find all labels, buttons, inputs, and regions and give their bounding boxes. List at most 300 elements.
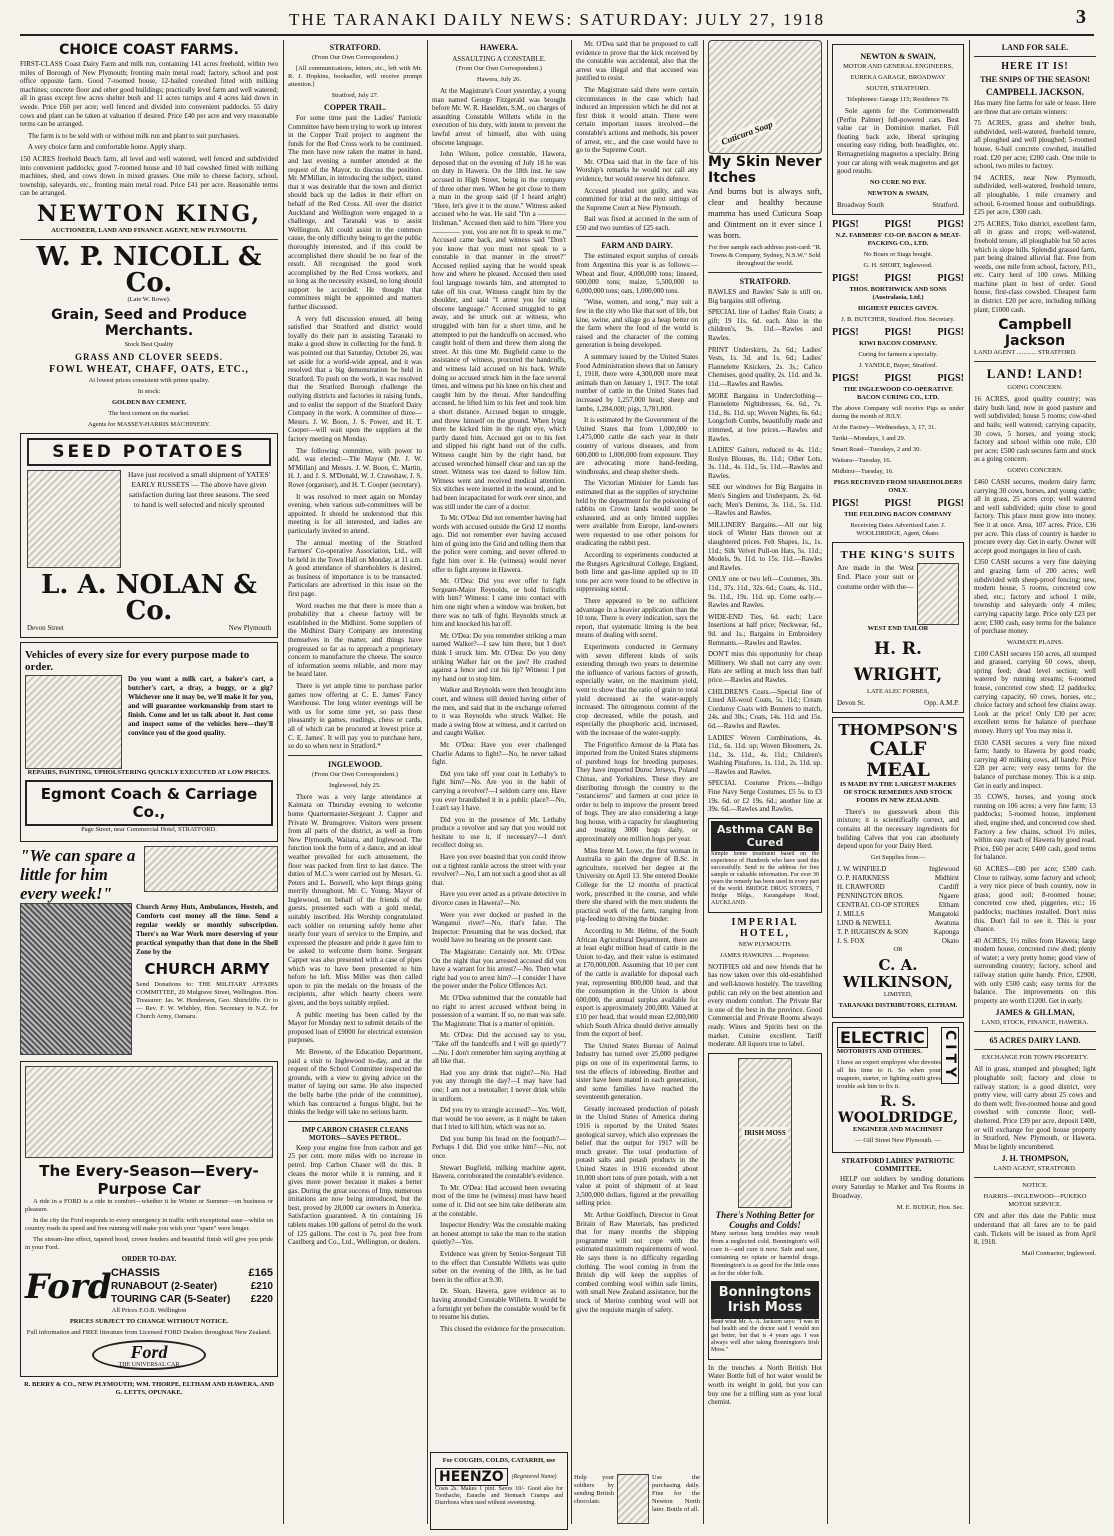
inglewood-coop-text: The above Company will receive Pigs as under during the month of JULY. [832, 404, 964, 420]
column-3 [428, 40, 570, 1524]
column-6 [828, 40, 968, 1524]
butcher: J. B. BUTCHER, Stratford. Hon. Secretary. [841, 315, 955, 323]
grain-seed-heading: Grain, Seed and Produce Merchants. [51, 306, 247, 339]
article-paragraph: This closed the evidence for the prosecution. [440, 1324, 566, 1333]
waimate-plains: WAIMATE PLAINS. [1007, 638, 1063, 646]
supplier-name: J. S. FOX [837, 936, 865, 945]
schedule-line: Waitara—Tuesday, 16. [832, 456, 892, 464]
touring-label: TOURING CAR (5-Seater) [111, 1294, 231, 1305]
stock-quality: Stock Best Quality [124, 340, 174, 348]
cuticura-free-sample: For free sample each address post-card: "R. Towns & Company, Sydney, N.S.W." Sold throughout the world. [708, 244, 822, 267]
hotel-proprietor: JAMES HAWKINS .... Proprietor. [720, 951, 810, 959]
lowest-prices: At lowest prices consistent with prime quality. [88, 376, 210, 384]
choice-coast-farms-heading: CHOICE COAST FARMS. [59, 42, 239, 58]
divider [974, 361, 1096, 362]
ford-title: The Every-Season—Every-Purpose Car [39, 1161, 259, 1198]
supplier-name: O. P. HARKNESS [837, 873, 890, 882]
nolan-town: New Plymouth [228, 623, 271, 632]
calf-meal-makers: IS MADE BY THE LARGEST MAKERS OF STOCK REMEDIES AND STOCK FOODS IN NEW ZEALAND. [839, 780, 956, 804]
article-paragraph: Had you any drink that night?—No. Had you any through the day?—I may have had one; I am not a teetotaller; I never drink while in uniform. [432, 1068, 566, 1103]
newton-swain-text: Sole agents for the Commonwealth (Perfin Palmer) full-powered cars. Best value car in Dominion market. Full floating back axle, liberal springing ensuring easy riding, both headlights, etc. Remagnetising magnetos a specialty. Bring your car along with weak magnetos and get good results. [837, 107, 959, 176]
supplier-row [837, 874, 959, 883]
heenzo-logo: HEENZO [435, 1468, 508, 1486]
going-concern: GOING CONCERN. [1007, 384, 1063, 392]
supplier-row [837, 901, 959, 910]
bonnington-text: Many serious lung troubles may result from a neglected cold. Bonnington's will cure it—and cure it now. Safe and sure, containing no opiate or harmful drugs. Bonnington's is as good for the little ones as for the older folk. [711, 1229, 819, 1277]
chassis-price: £165 [248, 1267, 273, 1279]
runabout-label: RUNABOUT (2-Seater) [111, 1281, 218, 1292]
listing: 60 ACRES—£80 per acre; £500 cash. Close to railway, some factory and school; a very nice piece of bush country, now in grass; good soil; 8-roomed house; concreted cow shed, piggeries, etc.; 16 paddocks; machines installed. Don't miss this. Don't fail to see it. This is your chance. [974, 864, 1096, 934]
communications-note: [All communications, letters, etc., left with Mr. R. J. Hopkins, bookseller, will receive prompt attention.] [288, 65, 422, 88]
pigs-label: PIGS! [884, 372, 912, 384]
article-paragraph: Have you ever boasted that you could throw out a tightest rankle across the street with your revolver?—No, I am not such a good shot as all that. [432, 853, 566, 887]
schedule-line: Tariki—Mondays, 1 and 29. [832, 434, 906, 442]
masthead-title: THE TARANAKI DAILY NEWS: SATURDAY: JULY 27, 1918 [288, 10, 826, 29]
touring-price: £220 [250, 1294, 273, 1305]
pigs-label: PIGS! [937, 272, 964, 284]
article-paragraph: The United States Bureau of Animal Industry has turned over 25,000 pedigree pigs on one of its experimental farms, to test the effects of inbreeding. Brother and sister have been mated in each generation, and some families have reached the seventeenth generation. [576, 1041, 698, 1102]
article-paragraph: To Mr. O'Dea: Had accused been swearing most of the time he (witness) must have heard some of it. Did not see him take deliberate aim at the constable. [432, 1183, 566, 1218]
hotel-text: NOTIFIES old and new friends that he has now taken over this old-established and well-known hostelry. The travelling public can rely on the best attention and every modern comfort. The Private Bar is one of the best in the province. Good Commercial and Private Rooms always ready. Wines and Spirits best on the market. Cuisine excellent. Tariff moderate. All liquors true to label. [708, 962, 822, 1049]
bonnington-brand: Bonningtons Irish Moss [711, 1281, 819, 1319]
ford-car-illustration [25, 1066, 273, 1158]
best-cement: The best cement on the market. [108, 409, 190, 417]
ford-ad [20, 1061, 278, 1377]
ford-text-2: In the city the Ford responds to every emergency in traffic with exceptional ease—whilst on country roads its speed and free running will make you wish your "spare" were longer. [25, 1216, 273, 1232]
kings-suits-text: Are made in the West End. Place your suit or costume order with the— [837, 562, 914, 591]
newton-swain-line: MOTOR AND GENERAL ENGINEERS, [843, 63, 953, 70]
suppliers-list [837, 865, 959, 946]
article-paragraph: Word reaches me that there is more than a probability that a cheese factory will be established in the Midhirst. Some suppliers of the Midhirst Dairy Company are interesting themselves in the matter, and things have progressed so far as to approach a proprietary concern to manufacture the cheese. The source of information seems reliable, and more may be heard later. [288, 601, 422, 679]
article-paragraph: According to experiments conducted at the Rutgers Agricultural College, England, both lime and gas-lime applied up to 10 tons per acre were found to be effective in suppressing sorrel. [576, 551, 698, 594]
curing: Curing for farmers a specialty. [858, 350, 938, 358]
vehicles-text: Do you want a milk cart, a baker's cart, a butcher's cart, a dray, a buggy, or a gig? Whichever one it may be, we'll make it for you, and will guarantee workmanship from start to finish. Come and let us talk about it. Just come and inspect some of the vehicles here—they'll convince you of the good quality. [128, 674, 273, 737]
divider [974, 1177, 1096, 1178]
article-paragraph: The Frigorifico Armour de la Plata has imported from the United States shipments of purebred hogs for breeding purposes. They have imported Duroc Jerseys, Poland Chinas, and Yorkshires. These they are distributing through the country to the "estancieros" and farmers at cost price in order to help to improve the present breed of hogs. They are also considering a large hog house, with a capacity for slaughtering and treating 3000 hogs daily, or approximately one million hogs per year. [576, 740, 698, 844]
divider [288, 755, 422, 756]
supplier-town: Inglewood [929, 864, 959, 873]
article-paragraph: The Magistrate: Certainly not. Mr. O'Dea: On the night that you arrested accused did you have a warrant for his arrest?—No. Then what right had you to arrest him?—I consider I have the power under the Police Offences Act. [432, 948, 566, 991]
vehicles-title: Vehicles of every size for every purpose made to order. [25, 648, 250, 673]
article-paragraph: Miss Irene M. Lowe, the first woman in Australia to gain the degree of B.Sc. in agriculture, received her degree at the University on April 13. She entered Dookie College for the 12 months of practical work, prescribed in the course, and while there she shared with the men students the practical work of the farm, ranging from pig-feeding to driving the binder. [576, 846, 698, 924]
article-paragraph: Evidence was given by Senior-Sergeant Till to the effect that Constable Willetts was quite sober on the evening of the 18th, as he had been in the office at 9.30. [432, 1250, 566, 1284]
get-supplies: Get Supplies from— [870, 853, 926, 861]
egmont-title: Egmont Coach & Carriage Co., [25, 780, 273, 826]
farm-94: 94 ACRES, near New Plymouth, subdivided, well-watered, freehold tenure, all ploughable, 1 mile creamery and school, 6-roomed house and outbuildings. £25 per acre, £300 cash. [974, 173, 1096, 217]
newton-swain-title: NEWTON & SWAIN, [860, 52, 936, 61]
order-today: ORDER TO-DAY. [121, 1254, 177, 1263]
in-stock: In stock: [137, 387, 161, 395]
newton-swain-ad [832, 44, 964, 215]
fowl-wheat: FOWL WHEAT, CHAFF, OATS, ETC., [49, 363, 249, 375]
cuticura-soap-label: Cuticura Soap [717, 117, 777, 149]
thompsons: THOMPSON'S [838, 720, 958, 739]
rawles-ad: RAWLES and Rawles' Sale is still on. Big bargains still offering. [708, 288, 822, 305]
heenzo-registered: (Registered Name) [511, 1474, 557, 1480]
article-paragraph: "Wine, women, and song," may suit a few in the city who like that sort of life, but kine, swine, and silage go a heap better on the farm where the food of the world is raised and the character of the coming generation is being developed. [576, 298, 698, 350]
cuticura-baby-illustration [708, 40, 822, 154]
pigs-label: PIGS! [937, 326, 964, 338]
supplier-row [837, 910, 959, 919]
here-it-is: HERE IT IS! [1001, 61, 1069, 72]
divider [974, 56, 1096, 57]
church-army-headline: "We can spare a little for him every week!" [20, 845, 136, 903]
supplier-row [837, 919, 959, 928]
article-paragraph: The annual meeting of the Stratford Farmers' Co-operative Association, Ltd., will be held in the Town Hall on Monday, at 11 a.m. A good attendance of shareholders is desired, as business of importance is to be transacted. Particulars are advertised in this issue on the first page. [288, 538, 422, 599]
supplier-town: Eltham [938, 900, 959, 909]
ford-text-3: The stream-line effect, tapered hood, crown fenders and beautiful finish will give you pride in your Ford. [25, 1235, 273, 1251]
bonnington-ad [708, 1053, 822, 1360]
hot-water-bottle-ad: In the trenches a North British Hot Water Bottle full of hot water would be worth its weight in gold, but you can buy one for a trifling sum as your local chemist. [708, 1363, 822, 1407]
potato-illustration [27, 470, 121, 568]
newton-swain-sign: NEWTON & SWAIN, [867, 189, 929, 197]
article-paragraph: Mr. O'Dea: Have you ever challenged Charlie Adams to fight?—No, he never talked fight. [432, 740, 566, 767]
vehicles-repairs: REPAIRS, PAINTING, UPHOLSTERING QUICKLY EXECUTED AT LOW PRICES. [27, 768, 271, 776]
rawles-ad: CHILDREN'S Coats.—Special line of Lined All-wool Coats, 5s. 11d.; Cream Corduroy Coats with Bonnets to match, 24s. and 30s.; Coats, 14s. 11d. and 15s. 6d.—Rawles and Rawles. [708, 687, 822, 730]
or-label: OR [893, 945, 903, 953]
rawles-ad: SPECIAL Costume Prices.—Indigo Fine Navy Serge Costumes, £5 5s. to £3 19s. 6d. or £2 19s. 6d.; another line at 39s. 6d.—Rawles and Rawles. [708, 779, 822, 814]
stratford-heading: STRATFORD. [329, 43, 381, 52]
article-paragraph: Mr. Browne, of the Education Department, paid a visit to Inglewood to-day, and at the request of the School Committee inspected the grounds, with a view to giving advice on the matter of laying out same. He also inspected the belly barbe (the pride of the committee), which has contracted a fungus blight, but he thinks the hedge will take no serious harm. [288, 1047, 422, 1117]
nolan-street: Devon Street [27, 623, 64, 632]
farm-dairy-heading: FARM AND DAIRY. [601, 241, 673, 251]
short-inglewood: G. H. SHORT, Inglewood. [863, 261, 933, 269]
rawles-ad: SPECIAL line of Ladies' Rain Coats; a gift; 19 11s. 6d. each. Also in the children's, 9s. 11d.—Rawles and Rawles. [708, 308, 822, 342]
ladies-patriotic-heading: STRATFORD LADIES' PATRIOTIC COMMITTEE. [841, 1156, 955, 1173]
notice-heading: NOTICE. [1022, 1182, 1048, 1190]
copper-trail-heading: COPPER TRAIL. [323, 103, 387, 112]
listing: 40 ACRES, 1½ miles from Hawera; large modern house, concreted cow shed; plenty of water; a very pretty home; good view of surrounding country; factory, school and railway station quite handy. Price, £2900, with only £500 cash; easy terms for the balance. The improvements on this property are worth £1200. Get in early. [974, 936, 1096, 1005]
bottom-small-ads [574, 1474, 700, 1526]
rawles-ad: SEE our windows for Big Bargains in Men's Singlets and Underpants, 2s. 6d. each; Men's Denims, 3s. 11d., 5s. 11d.—Rawles and Rawles. [708, 483, 822, 518]
article-paragraph: Inspector Hendry: Was the constable making an honest attempt to take the man to the station quietly?—Yes. [432, 1221, 566, 1247]
supplier-town: Midhirst [934, 873, 959, 882]
harris-sign: Mail Contractor, Inglewood. [1021, 1249, 1096, 1257]
grass-clover: GRASS AND CLOVER SEEDS. [74, 351, 224, 362]
kiwi-bacon: KIWI BACON COMPANY. [859, 339, 937, 347]
electric-ad [832, 1022, 964, 1153]
seed-potatoes-ad [20, 433, 278, 638]
prices-subject: PRICES SUBJECT TO CHANGE WITHOUT NOTICE. [69, 1317, 229, 1325]
supplier-name: T. P. HUGHSON & SON [837, 927, 909, 936]
article-paragraph: Mr. O'Dea said that he proposed to call evidence to prove that the kick received by the constable was accidental, also that the arrest was illegal and that accused was justified to resist. [576, 40, 698, 83]
rawles-ad: MILLINERY Bargains.—All our big stock of Winter Hats thrown out at slaughtered prices. Felt Shapes, 1s., 1s. 11d.; Silk Velvet Pull-on Hats, 5s. 11d.; Models, 9s. 11d. to 15s. 11d.—Rawles and Rawles. [708, 520, 822, 572]
harris-text: ON and after this date the Public must understand that all fares are to be paid cash. Tickets will be issued as from April 8, 1918. [974, 1212, 1096, 1247]
calf-meal: CALF MEAL [866, 737, 930, 781]
campbell-heading: CAMPBELL JACKSON. [985, 87, 1084, 97]
imp-carbon-text: Keep your engine free from carbon and get 25 per cent. more miles with no increase in petrol. Imp Carbon Chaser will do this. It cleans the motor while it is running, and it gives more power because it makes a better gas. During the great success of Imp, numerous imitations are now being introduced, but the best, proved by 28,000 car owners in America. Satisfaction guaranteed. A tin containing 16 tablets makes 100 gallons of petrol do the work of 125 gallons. The cost is 7s. post free from Castlberg and Co., Ltd., Wellington, or dealers. [288, 1143, 422, 1247]
article-paragraph: Have you ever acted as a private detective in divorce cases in Hawera?—No. [432, 890, 566, 908]
pigs-label: PIGS! [884, 218, 912, 230]
james-gillman-sub: LAND, STOCK, FINANCE, HAWERA. [981, 1019, 1089, 1027]
article-paragraph: Mr. O'Dea said that in the face of his Worship's remarks he would not call any evidence, but would reserve his defence. [576, 157, 698, 183]
divider [288, 1121, 422, 1122]
supplier-town: Cardiff [938, 882, 959, 891]
pigs-label: PIGS! [884, 326, 912, 338]
purchasing-ad: Use the purchasing daily. Fine for the Newton North later. Bottle of all. [652, 1474, 700, 1513]
inglewood-heading: INGLEWOOD. [327, 759, 382, 769]
nz-farmers-coop: N.Z. FARMERS' CO-OP. BACON & MEAT-PACKING CO., LTD. [835, 231, 961, 247]
article-paragraph: It was resolved to meet again on Monday evening, when various sub-committees will be appointed. It should be understood that this meeting is for all interested, and ladies are particularly invited to attend. [288, 492, 422, 535]
thompson-name: J. H. THOMPSON, [1001, 1154, 1069, 1164]
engineer-line: ENGINEER AND MACHINIST [853, 1125, 943, 1133]
article-paragraph: Were you ever docked or pushed in the Wanganui river?—No, that's false. The Inspector: Presuming that he was docked, that would have no bearing on the present case. [432, 910, 566, 945]
article-paragraph: Walker and Reynolds were then brought into court, and witness still denied having either of the men, and said that in the exchange referred to it was Reynolds who struck Walker. He made a swing blow at witness, and it carried on and caught Walker. [432, 686, 566, 738]
article-paragraph: A summary issued by the United States Food Administration shows that on January 1, 1918, there were 4,300,000 more meat animals than on January 1, 1917. The total number of cattle in the United States had increased by 1,257,000 head; sheep and lambs, 1,284,000; pigs, 3,781,000. [576, 353, 698, 413]
imperial-hotel-heading: IMPERIAL HOTEL, [731, 916, 799, 939]
article-paragraph: To Mr. O'Dea: Did not remember having had words with accused outside the Grid 12 months ago. Did not remember ever having accused him of going into the Grid and telling them that the police were coming, and never offered to fight him over it. He (witness) would never offer to fight anyone in Hawera. [432, 514, 566, 574]
hawera-heading: HAWERA. [479, 43, 518, 52]
supplier-name: PENNINGTON BROS. [837, 891, 904, 900]
kings-suits-ad [832, 542, 964, 713]
soldier-illustration [617, 1474, 649, 1524]
motorists: MOTORISTS AND OTHERS. [837, 1047, 922, 1055]
article-paragraph: Accused pleaded not guilty, and was committed for trial at the next sittings of the Supreme Court at New Plymouth. [576, 186, 698, 212]
article-paragraph: Mr. O'Dea: Did you ever offer to fight Sergeant-Major Reynolds, or hold fisticuffs with him? Witness: I came into contact with him one night when a window was broken, but there was no talk of fight. Reynolds struck at him and knocked his hat off. [432, 577, 566, 629]
newton-king-subtitle: AUCTIONEER, LAND AND FINANCE AGENT, NEW PLYMOUTH. [51, 226, 247, 234]
land-intro: Has many fine farms for sale or lease. Here are three that are certain winners: [974, 99, 1096, 116]
article-paragraph: Greatly increased production of potash in the United States of America during 1916 is reported by the United States geological survey, which also expresses the belief that the output for 1917 will be much greater. The total production of potash salts and potash products in the United States in 1916 exceeded about 10,000 short tons of pure potash, with a net value at point of shipment of at least 3,500,000 dollars, figured at the prevailing selling price. [576, 1104, 698, 1208]
article-paragraph: The Magistrate said there were certain circumstances in the case which had induced an impression which he did not at first think it would attain. There were certain important issues involved—the constable's actions and methods, his power of arrest, etc., and the case would have to go to the Supreme Court. [576, 85, 698, 155]
exchange-heading: EXCHANGE FOR TOWN PROPERTY. [981, 1054, 1089, 1062]
supplier-town: Awatuna [934, 918, 959, 927]
thompson-sub: LAND AGENT, STRATFORD. [993, 1165, 1077, 1173]
dairy-land-heading: 65 ACRES DAIRY LAND. [989, 1036, 1081, 1046]
imp-carbon-heading: IMP CARBON CHASER CLEANS MOTORS—SAVES PETROL. [301, 1125, 409, 1142]
article-paragraph: Dr. Sloan, Hawera, gave evidence as to having attended Constable Willetts. It would be a fortnight yet before the constable would be fit to resume his duties. [432, 1287, 566, 1322]
farm-275: 275 ACRES, Toko district, excellent farm, all in grass and crops; well-watered, freehold tenure, all ploughable but 50 acres which is slope hills. Splendid grassed farm, part being drained alluvial flat. Free from weeds, one mile from school, factory, P.O., etc. Carry herd of 100 cows. Milking machine plant in best of order. Good house, first-class cowshed. Cheapest farm in district. £20 per acre, including milking plant; £1000 cash. [974, 219, 1096, 314]
article-paragraph: There was a very large attendance at Kaimata on Thursday evening to welcome home Quartermaster-Sergeant J. Capper and Private W. Brunsgrove. Visitors were present from all parts of the district, as well as from New Plymouth, Waitara, and Inglewood. The function took the form of a dance, and an ideal weather prevailed for such amusement, the floor was packed from first to last dance. The duties of M.C.'s were carried out by Messrs. G. Peters and L. Boswell, who kept things going merrily throughout. Mr. C. Young, Mayor of Inglewood, on behalf of the friends of the guests, presented each with a gold medal, suitably inscribed. His Worship congratulated each soldier on returning safely home after nearly four years of service to the Empire, and expressed the pleasure and pride it gave him to be asked to welcome them home. Sergeant Capper was also presented with a case of pipes which was to have been presented to him before he left. Miss Miller was then called upon to pin the medals on the breasts of the recipients, after which hearty cheers were given, and the boys suitably replied. [288, 792, 422, 1007]
listing: 16 ACRES, good quality country; was dairy bush land, now in good pasture and well subdivided; house 5 rooms; cow-shed and bails; well watered; carrying capacity, 30 cows, 5 horses, and young stock; factory and school within one mile, £30 per acre; £500 cash secures farm and stock as a going concern. [974, 395, 1096, 464]
runabout-price: £210 [250, 1281, 273, 1292]
divider [974, 1031, 1096, 1032]
ford-price-list [111, 1267, 273, 1306]
schedule-line: Midhirst—Tuesday, 16. [832, 467, 894, 475]
cuticura-title: My Skin Never Itches [708, 154, 822, 186]
bottle-label: IRISH MOSS [744, 1128, 786, 1137]
kings-suits-title: THE KING'S SUITS [840, 548, 956, 561]
wright-opp: Opp. A.M.P. [924, 698, 959, 707]
pigs-label: PIGS! [832, 272, 859, 284]
nicoll-late: (Late W. Rowe). [127, 295, 171, 303]
farm-ad-1: FIRST-CLASS Coast Dairy Farm and milk run, containing 141 acres freehold, within two miles of Borough of New Plymouth; fronting main metal road; factory, school and post office opposite farm. Good 7-roomed house, 12-bailed cowshed fitted with milking machines; concrete floor and other good buildings; practically level farm and well watered; all in grass except few acres shelter bush and 11 acres turnips and 4 acres laid down in swede. Price £60 per acre; well fenced and divided into convenient paddocks. 55 dairy cows and plant can be taken at valuation if desired. Price £40 per acre and very reasonable terms can be arranged. [20, 60, 278, 129]
divider [974, 1049, 1096, 1050]
supplier-town: Mangatoki [928, 909, 959, 918]
vehicles-ad [20, 642, 278, 842]
thompson-calf-meal-ad [832, 717, 964, 1018]
listing: 35 COWS, horses, and young stock running on 106 acres; a very fine farm; 13 paddocks; 5-roomed house, implement shed, engine shed, and concreted cow shed. Factory a few chains, school 1½ miles, within easy reach of Hawera by good road. Price, £60 per acre; £400 cash, good terms for balance. [974, 793, 1096, 862]
seed-potatoes-text: Have just received a small shipment of YATES' EARLY RUSSETS — The above have given satisfaction during last three seasons. The seed to hand is well selected and nicely sprouted [127, 469, 271, 509]
wilkinson-name: C. A. WILKINSON, [842, 955, 954, 991]
church-army-text: Church Army Huts, Ambulances, Hostels, and Comforts cost money all the time. Send a regular weekly or monthly subscription. There's no War Work more deserving of your practical sympathy than that done in the Shell Zone by the [136, 902, 278, 956]
ladies-patriotic-text: HELP our soldiers by sending donations every Saturday to Market and Tea Rooms in Broadway. [832, 1174, 964, 1200]
bonnington-tagline: There's Nothing Better for Coughs and Colds! [715, 1209, 815, 1230]
rawles-ad: WIDE-END Ties, 6d. each; Lace Insertions at half price; Neckwear, 6d., 9d. and 1s.; Bargains in Embroidery Remnants.—Rawles and Rawles. [708, 612, 822, 647]
schedule-line: At the Factory—Wednesdays, 3, 17, 31. [832, 423, 936, 431]
no-boars: No Boars or Stags bought. [863, 250, 933, 258]
pigs-label: PIGS! [937, 372, 964, 384]
pigs-label: PIGS! [832, 497, 859, 509]
soldier-family-illustration [20, 903, 132, 1055]
nicoll-title: W. P. NICOLL & Co. [36, 241, 262, 298]
rawles-ad: ONLY one or two left—Costumes, 30s. 11d., 37s. 11d., 32s. 6d.; Coats, 4s. 11d., 9s. 11d., 19s. 11d. up. Come early.—Rawles and Rawles. [708, 575, 822, 610]
land-for-sale-heading: LAND FOR SALE. [1001, 43, 1069, 52]
stratford-dateline: Stratford, July 27. [331, 92, 379, 99]
correspondent-line: (From Our Own Correspondent.) [312, 770, 398, 778]
ns-footer-right: Stratford. [932, 200, 959, 209]
wilkinson-ltd: LIMITED, [883, 990, 913, 998]
church-army-body [20, 903, 278, 1055]
article-paragraph: Experiments conducted in Germany with seven different kinds of soils extending through two years to determine the influence of various factors of growth, especially water, on the maximum yield, went to show that the ratio of grain to total yield decreased as the water-supply increased. The nitrogenous content of the crop decreased, while the potash, and especially the phosphoric acid, increased, with the increase of the water-supply. [576, 643, 698, 737]
ns-footer-left: Broadway South [837, 200, 884, 209]
pigs-label: PIGS! [937, 497, 964, 509]
james-gillman: JAMES & GILLMAN, [995, 1008, 1075, 1018]
supplier-name: J. W. WINFIELD [837, 864, 887, 873]
taranaki-distributors: TARANAKI DISTRIBUTORS, ELTHAM. [838, 1001, 958, 1009]
article-paragraph: Did you try to strangle accused?—Yes. Well, that would be too severe, as it might be taken that I tried to kill him, which was not so. [432, 1106, 566, 1132]
article-paragraph: Stewart Bugfield, milking machine agent, Hawera, corroborated the constable's evidence. [432, 1163, 566, 1181]
church-army-send: Send Donations to: THE MILITARY AFFAIRS COMMITTEE, 20 Mulgrave Street, Wellington. Hon. Treasurer: Jas. W. Henderson, Geo. Shirtcliffe. Or to— Rev. F. W. Whibley, Hon. Secretary in N.Z. for Church Army, Oamaru. [136, 980, 278, 1020]
article-paragraph: Did you in the presence of Mr. Lethaby produce a revolver and say that you would not hesitate to use it, if necessary?—I don't recollect doing so. [432, 815, 566, 850]
highest-prices: HIGHEST PRICES GIVEN. [858, 304, 938, 312]
article-paragraph: A public meeting has been called by the Mayor for Monday next to submit details of the proposed loan of £9000 for electrical extension purposes. [288, 1010, 422, 1045]
divider [20, 239, 278, 240]
no-cure-no-pay: NO CURE NO PAY. [869, 178, 927, 186]
masthead [20, 6, 1094, 36]
divider [708, 272, 822, 273]
feilding-bacon: THE FEILDING BACON COMPANY [844, 510, 952, 518]
page-number: 3 [1076, 6, 1088, 28]
asthma-ad [708, 818, 822, 913]
supplier-row [837, 892, 959, 901]
newton-swain-line: SOUTH, STRATFORD. [866, 85, 930, 92]
church-army-ad [20, 846, 278, 903]
ford-badge-sub: THE UNIVERSAL CAR [118, 1361, 180, 1368]
ford-dealers: R. BERRY & CO., NEW PLYMOUTH; WM. THORPE, ELTHAM AND HAWERA, AND G. LETTS, OPUNAKE. [24, 1380, 274, 1396]
newton-swain-phone: Telephones: Garage 115; Residence 79. [846, 96, 950, 103]
golden-bay-cement: GOLDEN BAY CEMENT, [112, 398, 186, 406]
pigs-label: PIGS! [884, 272, 912, 284]
article-paragraph: It is estimated by the Government of the United States that from 1,000,000 to 1,475,000 cattle die each year in their country of various diseases, and from 600,000 to 1,000,000 from exposure. They are advocating more hand-feeding, windbreaks, and cheap shelter sheds. [576, 416, 698, 476]
article-paragraph: According to Mr. Helme, of the South African Agricultural Department, there are at least eight million head of cattle in the Union to-day, and their value is estimated at £70,000,000. Assuming that 10 per cent of the cattle is available for disposal each year, representing 800,000 head, and that the consumption in the Union is about 600,000, the annual surplus available for export is approximately 200,000. Valued at £10 per head, that would mean £2,000,000 which South Africa should derive annually from the export of beef. [576, 927, 698, 1039]
prices-fob: All Prices F.O.B. Wellington [111, 1306, 187, 1314]
electric-word: ELECTRIC [837, 1027, 928, 1048]
wooldridge-name: R. S. WOOLDRIDGE, [838, 1093, 958, 1126]
ford-badge-word: Ford [130, 1341, 168, 1362]
heenzo-ad [430, 1452, 568, 1530]
listing: £100 CASH secures 150 acres, all stumped and grassed, carrying 60 cows, sheep, spring feed; dead level section; well watered by running streams; 6-roomed house, concreted cow shed; 12 paddocks; carrying capacity, 60 cows, horses, etc.; choice factory and school few chains away. Look at the price! Only £30 per acre; excellent terms for balance of purchase money. Hurry up! You may miss it. [974, 649, 1096, 736]
pigs-label: PIGS! [884, 497, 912, 509]
cart-illustration [25, 675, 122, 769]
article-paragraph: The following committee, with power to add, was elected:—The Mayor (Mr. J. W. M'Millan) and Messrs. J. W. Boon, C. Martin, H. J. and J. S. M'Donald, W. J. Crawshaw, J. S. Rowe (organiser), and H. T. Cooper (secretary). [288, 446, 422, 489]
supplier-town: Kaponga [933, 927, 959, 936]
yandle: J. YANDLE, Buyer, Stratford. [858, 361, 938, 369]
shareholders-only: PIGS RECEIVED FROM SHAREHOLDERS ONLY. [833, 478, 963, 494]
article-paragraph: Mr. O'Dea: Do you remember striking a man named Walker?—I saw him there, but I don't think I struck him. Mr. O'Dea: Do you deny striking Walker fair on the jaw? He crashed against a fence and cut his lip? Witness: I put my hand out to stop him. [432, 631, 566, 683]
article-paragraph: At the Magistrate's Court yesterday, a young man named George Fitzgerald was brought before Mr. W. R. Haselden, S.M., on charges of assaulting Constable Willetts while in the execution of his duty, with intent to prevent the lawful arrest of himself, also with using obscene language. [432, 87, 566, 147]
massey-agents: Agents for MASSEY-HARRIS MACHINERY. [87, 420, 211, 428]
bonnington-testimonial: Read what Mr. A. A. Jackson says: "I was in bad health and the doctor said I would not get better, but that is 4 years ago. I was always well after taking Bonnington's Irish Moss." [711, 1318, 819, 1353]
full-info: Full information and FREE literature from Licensed FORD Dealers throughout New Zealand. [26, 1328, 272, 1336]
nolan-title: L. A. NOLAN & Co. [41, 569, 257, 626]
suit-illustration [917, 563, 959, 625]
supplier-name: H. CRAWFORD [837, 882, 885, 891]
column-7 [970, 40, 1100, 1524]
supplier-town: Okato [941, 936, 959, 945]
article-paragraph: There appeared to be no sufficient advantage in a heavier application than the 10 tons. There is every indication, says the report, that systematic liming is the best means of dealing with sorrel. [576, 597, 698, 640]
column-2 [284, 40, 426, 1524]
going-concern: GOING CONCERN. [1007, 467, 1063, 474]
inglewood-coop: THE INGLEWOOD CO-OPERATIVE BACON CURING CO., LTD. [843, 385, 953, 401]
supplier-row [837, 928, 959, 937]
article-paragraph: Bail was fixed at accused in the sum of £50 and two sureties of £25 each. [576, 215, 698, 232]
heenzo-text: Costs 2s. Makes 1 pint. Saves 10/- Good also for Toothache, Earache and Stomach Cramps and Diarrhoea when used without sweetening. [435, 1486, 563, 1506]
article-paragraph: There is yet ample time to purchase parlor games now offering at C. E. James' Fancy Warehouse. The long winter evenings will be with us for some time yet, so pass these pleasantly in games, readings, chess or cards, all of which can be procured at lowest price at C. E. James'. It will pay you to purchase here, so do so when next in Stratford.* [288, 682, 422, 751]
rawles-ad: LADIES' Woven Combinations, 4s. 11d., 6s. 11d. up; Woven Bloomers, 2s. 11d., 3s. 11d., 4s. 11d.; Children's Washing Pinafores, 1s. 11d., 2s. 11d. up.—Rawles and Rawles. [708, 733, 822, 776]
article-paragraph: For some time past the Ladies' Patriotic Committee have been trying to work up interest in the Copper Trail project to augment the funds for the Red Cross work to be continued. The men have now taken the matter in hand, and last evening a number attended at the request of the Mayor, to discuss the position. Mr. M'Millan, in introducing the subject, stated that it was desirable that the town and district should back up the ladies in their effort on behalf of the Red Cross. All over the district Auckland and Wellington were engaged in a challenge, and Taranaki was to assist Wellington. All could assist in the common cause, the only difficulty being to get the public thoroughly interested, and if this could be accomplished there should be no fear of the result. All recognised the good work accomplished by the Red Cross workers, and so long as the necessity existed, no long should support be accorded. He thought that committees might be appointed and matters further discussed. [288, 114, 422, 312]
borthwick: THOS. BORTHWICK AND SONS (Australasia, Ltd.) [849, 285, 947, 301]
listing: £350 CASH secures a very fine dairying and grazing farm of 200 acres; well subdivided with sheep-proof fencing; new, modern house, 5 rooms, concreted cow shed, etc.; factory and school 1 mile, township and saleyards only 4 miles; carrying capacity large. Price only £23 per acre; £300 cash, easy terms for the balance of purchase money. [974, 558, 1096, 636]
newton-king-title: NEWTON KING, [36, 200, 262, 227]
article-paragraph: Mr. O'Dea: Did the accused say to you, "Take off the handcuffs and I will go quietly"?—No. I don't remember him saying anything at all like that. [432, 1031, 566, 1066]
motor-ambulance-illustration [144, 846, 278, 892]
chocolate-ad: Help your soldiers by sending British chocolate. [574, 1474, 614, 1505]
divider [576, 236, 698, 237]
article-paragraph: The estimated export surplus of cereals from Argentina this year is as follows:—Wheat and flour, 4,000,000 tons; linseed, 600,000 tons; maize, 5,500,000 to 6,000,000 tons; oats, 1,000,000 tons. [576, 252, 698, 295]
snips-heading: THE SNIPS OF THE SEASON! [980, 75, 1090, 84]
pigs-label: PIGS! [832, 372, 859, 384]
ford-badge [92, 1340, 206, 1370]
harris-heading: HARRIS—INGLEWOOD—PUKEKO MOTOR SERVICE. [983, 1193, 1087, 1209]
church-army-name: CHURCH ARMY [144, 959, 270, 978]
seed-potatoes-title: SEED POTATOES [27, 438, 271, 466]
column-1 [16, 40, 282, 1524]
pigs-label: PIGS! [832, 218, 859, 230]
article-paragraph: John Wilson, police constable, Hawera, deposed that on the evening of July 18 he was on duty in Hawera. On the 18th inst. he saw accused in High Street, being in the company of three other men. When he got close to them a man in the group said (if I heard aright) "Here, let's give it to the stone." Witness asked accused who he was. He said "I'm a ———— Irishman." Accused then said to him "Here you ———— you, you are not fit to speak to me." Accused came back, and witness said "Don't you know that you must not speak to a constable in that manner in the street?" Accused replied saying that he would speak how and where he pleased. Accused then used foul language towards him, and attempted to take off his coat. Witness caught him by the shoulder, and said "I arrest you for using obscene language." Accused struggled to get away, and he struck out at witness, who struggled with him for a short time, and he attempted to put the handcuffs on accused, who caught hold of them and threw them along the street. At this time Mr. Bugfield came to the assistance of witness, procured the handcuffs, and witness laid accused on his back. While doing so accused struck him in the face several times, and witness put his knee on his chest and caught him by the throat. After handcuffing accused, he lifted him to his feet and took him a short distance. Accused began to struggle, and threw himself on the ground. When lying there he kicked him in the right eye, which partly dazed him. Accused got on to his feet and slipped his right hand out of the cuffs. Witness caught him by the right hand, but accused wrenched himself clear and ran up the street. Witness was too dazed to follow him. Witness went and received medical attention. Six stitches were inserted in the wound, and he had been incapacitated for work ever since, and was still under the care of a doctor. [432, 150, 566, 511]
feilding-text: Receiving Dates Advertised Later. J. WOOLDRIDGE, Agent, Okato. [850, 521, 946, 537]
cuticura-text: And burns but is always soft, clear and healthy because mamma has used Cuticura Soap and Ointment on it ever since I was born. [708, 186, 822, 240]
city-word: CITY [941, 1027, 959, 1084]
assault-heading: ASSAULTING A CONSTABLE. [452, 55, 546, 63]
correspondent-line: (From Our Own Correspondent.) [456, 65, 542, 72]
schedule-line: Smart Road—Tuesdays, 2 and 30. [832, 445, 921, 453]
article-paragraph: The Victorian Minister for Lands has estimated that as the supplies of strychnine held by the department for the poisoning of rabbits on Crown lands would soon be exhausted, and as only limited supplies were available from Europe, land-owners were requested to use other poisons for eradicating the rabbit pest. [576, 479, 698, 548]
column-4 [572, 40, 702, 1524]
west-end-tailor: WEST END TAILOR [867, 624, 929, 632]
farm-ad-1b: The farm is to be sold with or without milk run and plant to suit purchasers. [28, 131, 240, 140]
supplier-row [837, 865, 959, 874]
article-paragraph: Did you bump his head on the footpath?—Perhaps I did. Did you strike him?—No, not once. [432, 1134, 566, 1161]
farm-ad-2: 150 ACRES freehold Beach farm, all level and well watered, well fenced and subdivided into convenient paddocks; good 7-roomed house and 10 bail cowshed fitted with milking machines, shed, and cows down in mixed grasses. One mile to cheese factory, school, township, saleyards, etc., fronting main metal road. Price £41 per acre. Reasonable terms can be arranged. [20, 154, 278, 198]
inglewood-dateline: Inglewood, July 25. [329, 781, 381, 789]
ford-text-1: A ride in a FORD is a ride in comfort—whether it be Winter or Summer—on business or pleasure. [25, 1197, 273, 1213]
article-paragraph: Did you take off your coat in Lethaby's to fight him?—No. Are you in the habit of carrying a revolver?—I seldom carry one. Have you ever brandished it in a public place?—No, I can't say I have. [432, 769, 566, 813]
calf-meal-text: There's no guesswork about this mixture; it is scientifically correct, and contains all the necessary ingredients for building Calves that you can absolutely depend upon for your Dairy Herd. [837, 807, 959, 851]
heenzo-headline: For COUGHS, COLDS, CATARRH, use [442, 1457, 556, 1464]
rawles-ad: MORE Bargains in Underclothing—Flannelette Nightdresses, 6s. 6d., 7s. 11d., 8s. 11d. up; Woven Nights, 6s. 6d.; Longcloth Combs, beautifully made and trimmed, at low prices.—Rawles and Rawles. [708, 391, 822, 443]
hotel-town: NEW PLYMOUTH. [738, 940, 792, 948]
chassis-label: CHASSIS [111, 1267, 160, 1279]
egmont-address: Page Street, near Commercial Hotel, STRATFORD. [81, 825, 217, 833]
listing: £460 CASH secures, modern dairy farm; carrying 30 cows, horses, and young cattle; all in grass, 25 acres crop; well watered and well subdivided; quite close to good factory. This place must grow into money. See it at once. Area, 107 acres. Price, £36 per acre. This class of country is harder to procure every day. Get in early. Owner will accept good mortgages in lieu of cash. [974, 478, 1096, 555]
article-paragraph: A very full discussion ensued, all being satisfied that Stratford and district would loyally do their part in assisting Taranaki to make a good show in collecting for the fund. It was pointed out that Saturday, October 26, was set aside for a world-wide appeal, and it was resolved that a big demonstration be held in Stratford. To push on the work, it was resolved that the Stratford Borough challenge the outlying districts and factories in raising funds, and to enlist the support of the Stratford Dairy Company in the work. A committee of three—Messrs. J. W. Boon, J. S. Power, and H. T. Cooper—will wait upon the suppliers at the factory meeting on Monday. [288, 314, 422, 443]
listing: £630 CASH secures a very fine mixed farm; handy to Hawera by good roads; carrying 40 milking cows, all handy. Price £28 per acre; very easy terms for the balance of purchase money. This is a snip. Get in early and inspect. [974, 738, 1096, 790]
pigs-label: PIGS! [937, 218, 964, 230]
campbell-jackson-logo: Campbell Jackson [998, 317, 1072, 350]
gill-street: — Gill Street New Plymouth. — [855, 1136, 941, 1144]
wright-street: Devon St. [837, 698, 865, 707]
ford-wordmark: Ford [25, 1266, 112, 1307]
